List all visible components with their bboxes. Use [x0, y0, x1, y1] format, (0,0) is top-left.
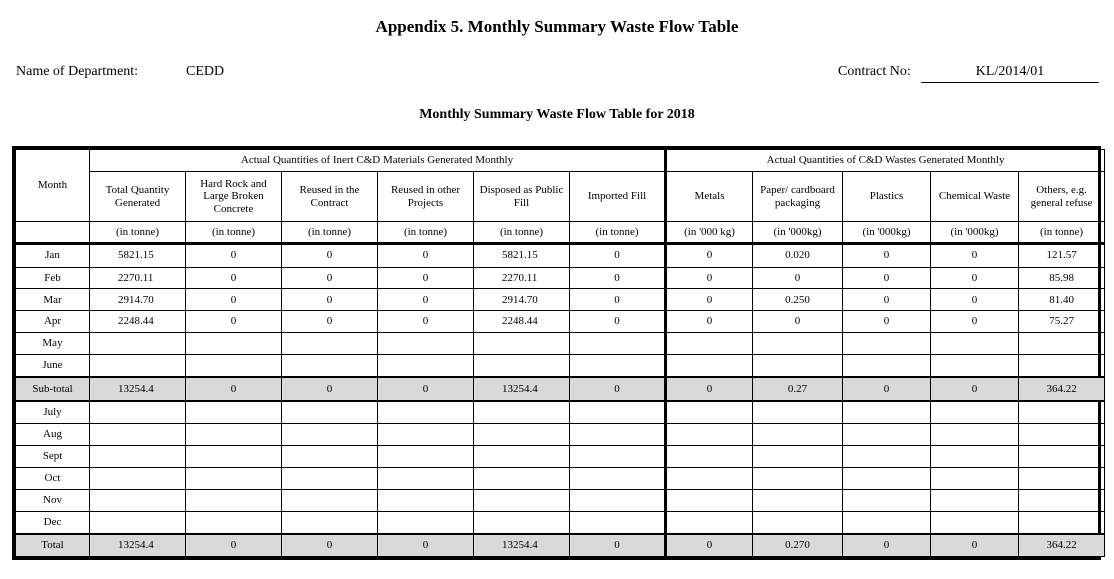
row-value: 0 — [570, 244, 666, 268]
contract-value: KL/2014/01 — [921, 64, 1099, 83]
row-value: 0.27 — [753, 377, 843, 401]
row-value — [90, 423, 186, 445]
row-value: 0 — [843, 377, 931, 401]
row-value — [753, 489, 843, 511]
row-value — [666, 333, 753, 355]
row-value: 5821.15 — [90, 244, 186, 268]
row-value — [282, 333, 378, 355]
row-value: 2270.11 — [90, 267, 186, 289]
column-unit: (in '000kg) — [843, 222, 931, 244]
row-value: 0 — [666, 289, 753, 311]
row-month: Apr — [16, 311, 90, 333]
row-month: Nov — [16, 489, 90, 511]
table-row — [16, 355, 1105, 378]
row-month: Total — [16, 534, 90, 557]
row-value: 0 — [378, 377, 474, 401]
row-value — [90, 401, 186, 424]
row-value — [282, 401, 378, 424]
row-value — [474, 401, 570, 424]
row-value: 0.250 — [753, 289, 843, 311]
table-row — [16, 445, 1105, 467]
column-header: Metals — [666, 172, 753, 222]
row-value — [666, 423, 753, 445]
row-value: 0 — [931, 289, 1019, 311]
row-month: May — [16, 333, 90, 355]
row-value — [378, 511, 474, 534]
row-month: Sept — [16, 445, 90, 467]
column-unit: (in tonne) — [378, 222, 474, 244]
column-unit: (in '000 kg) — [666, 222, 753, 244]
row-value — [474, 355, 570, 378]
row-month: Jan — [16, 244, 90, 268]
row-value — [843, 511, 931, 534]
row-value — [1019, 467, 1105, 489]
row-value — [843, 423, 931, 445]
row-value — [1019, 355, 1105, 378]
row-value — [378, 467, 474, 489]
table-row — [16, 401, 1105, 424]
row-month: Sub-total — [16, 377, 90, 401]
row-value — [474, 467, 570, 489]
row-value: 0 — [282, 244, 378, 268]
row-value — [753, 423, 843, 445]
row-value — [282, 511, 378, 534]
table-row — [16, 333, 1105, 355]
row-value: 0 — [282, 311, 378, 333]
row-value — [843, 467, 931, 489]
row-value: 0 — [931, 244, 1019, 268]
row-value — [570, 489, 666, 511]
table-row — [16, 534, 1105, 557]
row-value — [753, 401, 843, 424]
row-month: Feb — [16, 267, 90, 289]
row-value: 0 — [666, 244, 753, 268]
row-value — [753, 333, 843, 355]
row-value: 0 — [931, 534, 1019, 557]
column-unit: (in tonne) — [186, 222, 282, 244]
row-value: 121.57 — [1019, 244, 1105, 268]
row-value — [90, 333, 186, 355]
row-value — [282, 423, 378, 445]
row-value: 5821.15 — [474, 244, 570, 268]
row-value — [282, 467, 378, 489]
column-unit: (in tonne) — [90, 222, 186, 244]
row-value: 0 — [931, 267, 1019, 289]
row-value: 2270.11 — [474, 267, 570, 289]
table-row — [16, 311, 1105, 333]
row-value: 0 — [186, 289, 282, 311]
column-header: Paper/ cardboard packaging — [753, 172, 843, 222]
row-value — [843, 445, 931, 467]
row-value: 0 — [570, 289, 666, 311]
row-value: 0 — [570, 534, 666, 557]
row-value — [474, 423, 570, 445]
column-header: Reused in other Projects — [378, 172, 474, 222]
row-value — [90, 467, 186, 489]
row-month: July — [16, 401, 90, 424]
row-value — [843, 333, 931, 355]
row-value — [474, 511, 570, 534]
row-value — [474, 333, 570, 355]
row-value: 0 — [753, 311, 843, 333]
column-header: Chemical Waste — [931, 172, 1019, 222]
row-value: 0 — [843, 267, 931, 289]
column-unit: (in tonne) — [474, 222, 570, 244]
row-value: 2914.70 — [90, 289, 186, 311]
row-value — [931, 333, 1019, 355]
row-value: 0 — [378, 267, 474, 289]
row-value: 0 — [843, 534, 931, 557]
row-value: 0 — [753, 267, 843, 289]
row-value: 0 — [186, 311, 282, 333]
column-unit: (in '000kg) — [931, 222, 1019, 244]
column-header: Disposed as Public Fill — [474, 172, 570, 222]
row-value — [570, 401, 666, 424]
table-title: Monthly Summary Waste Flow Table for 2018 — [419, 107, 695, 122]
row-value — [378, 489, 474, 511]
row-value — [378, 423, 474, 445]
department-label: Name of Department: — [16, 64, 139, 79]
column-unit: (in tonne) — [282, 222, 378, 244]
row-value: 0 — [666, 267, 753, 289]
column-header: Plastics — [843, 172, 931, 222]
row-value — [570, 511, 666, 534]
row-month: Oct — [16, 467, 90, 489]
row-value — [474, 489, 570, 511]
row-value: 0 — [282, 267, 378, 289]
row-value — [1019, 423, 1105, 445]
row-value — [843, 401, 931, 424]
row-value — [931, 445, 1019, 467]
waste-flow-table — [12, 146, 1101, 560]
row-value: 13254.4 — [90, 377, 186, 401]
row-value — [753, 355, 843, 378]
row-value — [282, 445, 378, 467]
row-value: 0 — [378, 534, 474, 557]
contract-label: Contract No: — [838, 64, 911, 79]
row-value: 364.22 — [1019, 377, 1105, 401]
row-value — [282, 489, 378, 511]
row-value: 0 — [843, 311, 931, 333]
row-value — [843, 355, 931, 378]
wastes-group-header: Actual Quantities of C&D Wastes Generated Monthly — [666, 150, 1105, 172]
column-header: Imported Fill — [570, 172, 666, 222]
row-value — [931, 423, 1019, 445]
row-value: 13254.4 — [474, 534, 570, 557]
row-month: June — [16, 355, 90, 378]
row-value — [378, 401, 474, 424]
row-value — [186, 355, 282, 378]
row-value: 0 — [282, 377, 378, 401]
row-month: Mar — [16, 289, 90, 311]
row-value: 0 — [843, 244, 931, 268]
row-value — [1019, 333, 1105, 355]
row-value: 0 — [666, 377, 753, 401]
row-value: 0 — [378, 311, 474, 333]
row-value — [666, 445, 753, 467]
row-value: 2248.44 — [474, 311, 570, 333]
row-value — [570, 467, 666, 489]
table-row — [16, 377, 1105, 401]
row-value: 0.270 — [753, 534, 843, 557]
row-value — [843, 489, 931, 511]
row-value — [931, 355, 1019, 378]
row-value — [90, 445, 186, 467]
row-value — [666, 355, 753, 378]
row-value — [186, 423, 282, 445]
row-value: 0 — [186, 244, 282, 268]
row-value — [1019, 511, 1105, 534]
row-value — [378, 355, 474, 378]
table-row — [16, 244, 1105, 268]
row-value — [931, 467, 1019, 489]
row-value: 0 — [282, 289, 378, 311]
row-value — [570, 355, 666, 378]
document-title: Appendix 5. Monthly Summary Waste Flow Table — [375, 17, 739, 36]
row-value: 0 — [931, 311, 1019, 333]
row-value: 0 — [186, 267, 282, 289]
row-value: 13254.4 — [474, 377, 570, 401]
row-value — [570, 333, 666, 355]
table-row — [16, 511, 1105, 534]
row-value: 85.98 — [1019, 267, 1105, 289]
row-value — [1019, 401, 1105, 424]
column-unit: (in '000kg) — [753, 222, 843, 244]
row-value — [753, 445, 843, 467]
table-row — [16, 267, 1105, 289]
row-value — [378, 333, 474, 355]
column-header: Reused in the Contract — [282, 172, 378, 222]
row-value: 0 — [282, 534, 378, 557]
table-row — [16, 489, 1105, 511]
row-value — [378, 445, 474, 467]
row-value: 364.22 — [1019, 534, 1105, 557]
row-value — [474, 445, 570, 467]
row-value — [1019, 489, 1105, 511]
row-value — [666, 489, 753, 511]
row-value: 13254.4 — [90, 534, 186, 557]
row-value: 0 — [378, 244, 474, 268]
row-value — [90, 355, 186, 378]
row-value — [570, 445, 666, 467]
row-value: 81.40 — [1019, 289, 1105, 311]
inert-group-header: Actual Quantities of Inert C&D Materials Generated Monthly — [90, 150, 666, 172]
row-value: 0 — [570, 377, 666, 401]
row-month: Dec — [16, 511, 90, 534]
row-value — [282, 355, 378, 378]
month-header: Month — [16, 150, 90, 222]
row-value: 2914.70 — [474, 289, 570, 311]
unit-header-blank — [16, 222, 90, 244]
row-value — [186, 333, 282, 355]
row-value: 0 — [666, 534, 753, 557]
row-value — [931, 401, 1019, 424]
column-unit: (in tonne) — [570, 222, 666, 244]
row-value: 75.27 — [1019, 311, 1105, 333]
column-header: Total Quantity Generated — [90, 172, 186, 222]
row-value — [186, 445, 282, 467]
row-value — [931, 511, 1019, 534]
row-value: 0 — [186, 534, 282, 557]
column-header: Hard Rock and Large Broken Concrete — [186, 172, 282, 222]
row-value — [90, 489, 186, 511]
column-unit: (in tonne) — [1019, 222, 1105, 244]
row-value: 0.020 — [753, 244, 843, 268]
row-value: 0 — [666, 311, 753, 333]
column-header: Others, e.g. general refuse — [1019, 172, 1105, 222]
department-value: CEDD — [186, 64, 225, 79]
table-row — [16, 467, 1105, 489]
row-value: 0 — [186, 377, 282, 401]
row-value: 0 — [843, 289, 931, 311]
row-value — [186, 489, 282, 511]
row-value — [570, 423, 666, 445]
row-value: 0 — [378, 289, 474, 311]
row-value — [666, 401, 753, 424]
row-value — [90, 511, 186, 534]
row-value — [753, 467, 843, 489]
row-value: 0 — [931, 377, 1019, 401]
row-value: 0 — [570, 311, 666, 333]
row-value — [666, 467, 753, 489]
row-value — [1019, 445, 1105, 467]
row-value: 2248.44 — [90, 311, 186, 333]
row-value: 0 — [570, 267, 666, 289]
row-value — [931, 489, 1019, 511]
table-row — [16, 423, 1105, 445]
row-month: Aug — [16, 423, 90, 445]
row-value — [186, 511, 282, 534]
row-value — [753, 511, 843, 534]
table-row — [16, 289, 1105, 311]
row-value — [666, 511, 753, 534]
row-value — [186, 401, 282, 424]
row-value — [186, 467, 282, 489]
